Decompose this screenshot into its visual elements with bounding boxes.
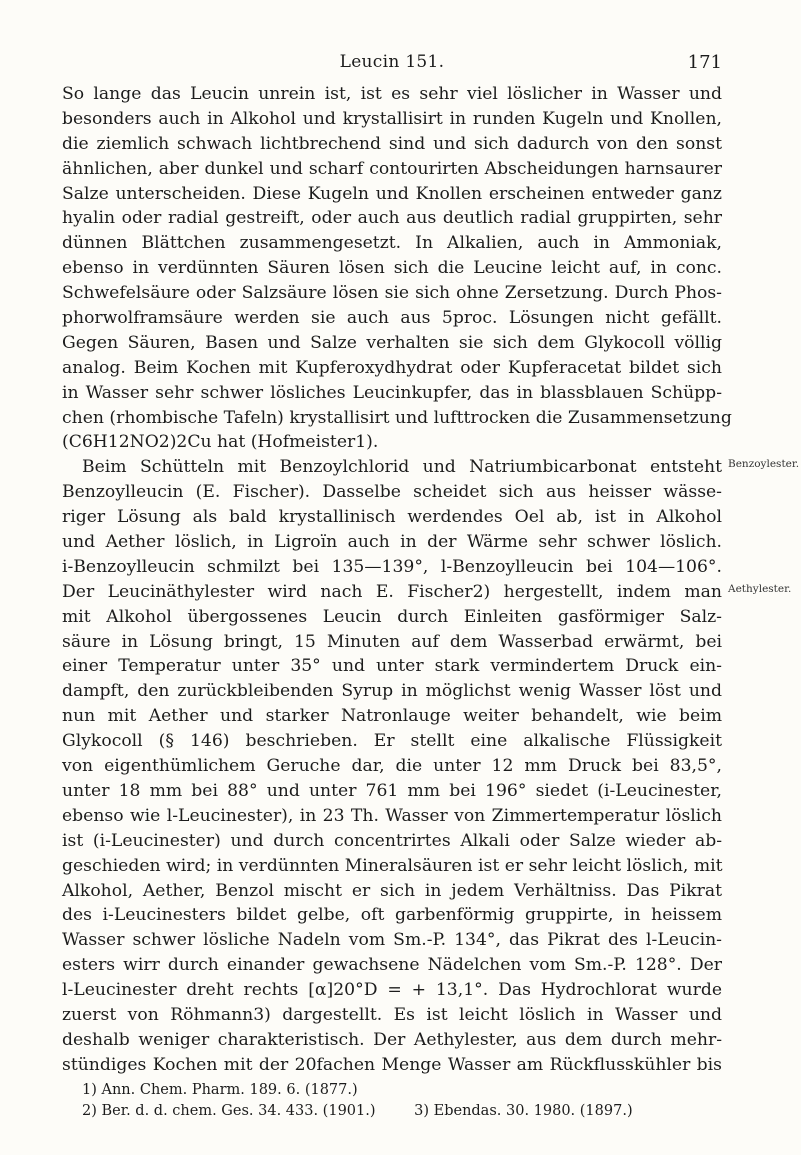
text-line: nun mit Aether und starker Natronlauge weiter behandelt, wie beim bbox=[62, 706, 722, 727]
text-line: ebenso in verdünnten Säuren lösen sich die Leucine leicht auf, in conc. bbox=[62, 258, 722, 279]
text-line: Salze unterscheiden. Diese Kugeln und Knollen erscheinen entweder ganz bbox=[62, 183, 722, 204]
text-line: zuerst von Röhmann3) dargestellt. Es ist leicht löslich in Wasser und bbox=[62, 1004, 722, 1025]
text-line: ebenso wie l-Leucinester), in 23 Th. Wasser von Zimmertemperatur löslich bbox=[62, 805, 722, 826]
text-line: (C6H12NO2)2Cu hat (Hofmeister1). bbox=[62, 432, 379, 453]
text-line: Gegen Säuren, Basen und Salze verhalten sie sich dem Glykocoll völlig bbox=[62, 332, 722, 353]
running-title: Leucin 151. bbox=[339, 52, 445, 72]
text-line: chen (rhombische Tafeln) krystallisirt und lufttrocken die Zusammensetzung bbox=[62, 407, 732, 428]
text-line: Der Leucinäthylester wird nach E. Fischer2) hergestellt, indem man bbox=[62, 581, 722, 602]
text-line: analog. Beim Kochen mit Kupferoxydhydrat oder Kupferacetat bildet sich bbox=[62, 357, 722, 378]
page-number: 171 bbox=[687, 52, 722, 73]
text-line: phorwolframsäure werden sie auch aus 5proc. Lösungen nicht gefällt. bbox=[62, 308, 722, 329]
text-line: des i-Leucinesters bildet gelbe, oft garbenförmig gruppirte, in heissem bbox=[62, 905, 722, 926]
text-line: die ziemlich schwach lichtbrechend sind und sich dadurch von den sonst bbox=[62, 133, 722, 154]
text-line: hyalin oder radial gestreift, oder auch aus deutlich radial gruppirten, sehr bbox=[62, 208, 722, 229]
footnote-2-3 bbox=[62, 1101, 722, 1122]
text-line: esters wirr durch einander gewachsene Nädelchen vom Sm.-P. 128°. Der bbox=[62, 955, 722, 976]
text-line: besonders auch in Alkohol und krystallisirt in runden Kugeln und Knollen, bbox=[62, 108, 722, 129]
text-line: riger Lösung als bald krystallinisch werdendes Oel ab, ist in Alkohol bbox=[62, 507, 722, 528]
text-line: deshalb weniger charakteristisch. Der Aethylester, aus dem durch mehr- bbox=[62, 1029, 722, 1050]
text-line: einer Temperatur unter 35° und unter stark vermindertem Druck ein- bbox=[62, 656, 722, 677]
text-line: Benzoylleucin (E. Fischer). Dasselbe scheidet sich aus heisser wässe- bbox=[62, 482, 722, 503]
text-line: von eigenthümlichem Geruche dar, die unter 12 mm Druck bei 83,5°, bbox=[62, 756, 722, 777]
footnote-1: 1) Ann. Chem. Pharm. 189. 6. (1877.) bbox=[82, 1082, 358, 1098]
text-line: säure in Lösung bringt, 15 Minuten auf dem Wasserbad erwärmt, bei bbox=[62, 631, 722, 652]
text-line: Schwefelsäure oder Salzsäure lösen sie sich ohne Zersetzung. Durch Phos- bbox=[62, 283, 722, 304]
text-line: i-Benzoylleucin schmilzt bei 135—139°, l-Benzoylleucin bei 104—106°. bbox=[62, 556, 722, 577]
text-line: geschieden wird; in verdünnten Mineralsäuren ist er sehr leicht löslich, mit bbox=[62, 855, 723, 876]
text-line: und Aether löslich, in Ligroïn auch in der Wärme sehr schwer löslich. bbox=[62, 532, 722, 553]
text-line: Alkohol, Aether, Benzol mischt er sich in jedem Verhältniss. Das Pikrat bbox=[62, 880, 722, 901]
text-line: l-Leucinester dreht rechts [α]20°D = + 13,1°. Das Hydrochlorat wurde bbox=[62, 980, 722, 1001]
footnote-2: 2) Ber. d. d. chem. Ges. 34. 433. (1901.) bbox=[82, 1103, 376, 1119]
text-line: ähnlichen, aber dunkel und scharf contourirten Abscheidungen harnsaurer bbox=[62, 158, 722, 179]
text-line: stündiges Kochen mit der 20fachen Menge Wasser am Rückflusskühler bis bbox=[62, 1054, 722, 1075]
footnotes bbox=[62, 1080, 722, 1122]
text-line: dünnen Blättchen zusammengesetzt. In Alkalien, auch in Ammoniak, bbox=[62, 233, 722, 254]
body-text bbox=[62, 82, 732, 1078]
margin-note-aethylester: Aethylester. bbox=[728, 583, 792, 595]
text-line: So lange das Leucin unrein ist, ist es sehr viel löslicher in Wasser und bbox=[62, 84, 722, 104]
running-head bbox=[62, 52, 722, 76]
margin-note-benzoylester: Benzoylester. bbox=[728, 458, 800, 470]
footnote-3: 3) Ebendas. 30. 1980. (1897.) bbox=[414, 1103, 633, 1119]
text-line: in Wasser sehr schwer lösliches Leucinkupfer, das in blassblauen Schüpp- bbox=[62, 382, 722, 403]
text-line: Glykocoll (§ 146) beschrieben. Er stellt eine alkalische Flüssigkeit bbox=[62, 731, 722, 752]
text-line: dampft, den zurückbleibenden Syrup in möglichst wenig Wasser löst und bbox=[62, 681, 722, 702]
text-line: ist (i-Leucinester) und durch concentrirtes Alkali oder Salze wieder ab- bbox=[62, 830, 722, 851]
text-line: mit Alkohol übergossenes Leucin durch Einleiten gasförmiger Salz- bbox=[62, 606, 722, 627]
text-line: Beim Schütteln mit Benzoylchlorid und Natriumbicarbonat entsteht bbox=[82, 457, 722, 478]
text-line: unter 18 mm bei 88° und unter 761 mm bei 196° siedet (i-Leucinester, bbox=[62, 780, 722, 801]
text-line: Wasser schwer lösliche Nadeln vom Sm.-P. 134°, das Pikrat des l-Leucin- bbox=[62, 930, 722, 951]
